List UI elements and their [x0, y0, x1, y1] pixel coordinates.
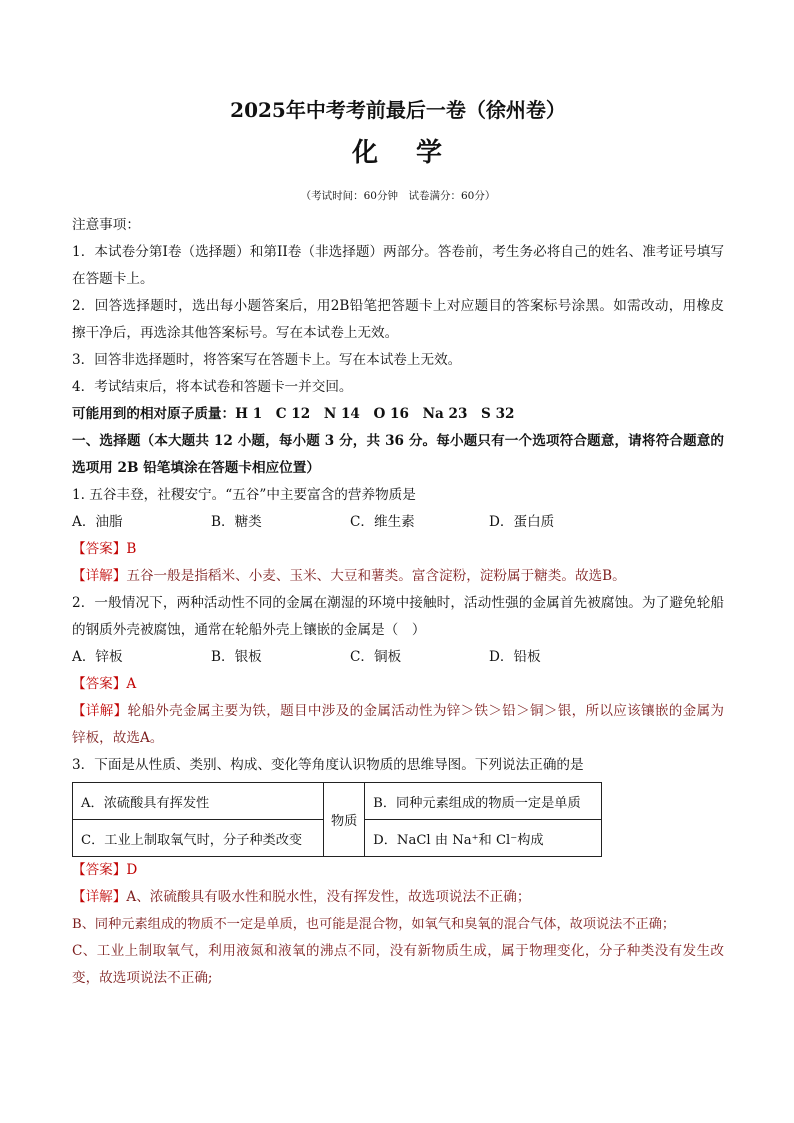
q2-detail	[72, 698, 724, 752]
subject-char-1: 化	[351, 138, 380, 168]
q1-option-a: A．油脂	[72, 514, 123, 530]
q3-cell-b: B．同种元素组成的物质一定是单质	[365, 783, 602, 820]
notes-heading: 注意事项：	[72, 217, 140, 233]
q1-option-b: B．糖类	[211, 514, 262, 530]
subject-title	[72, 136, 724, 176]
exam-title: 2025年中考考前最后一卷（徐州卷）	[230, 98, 566, 122]
q3-detail-a-text: A、浓硫酸具有吸水性和脱水性，没有挥发性，故选项说法不正确；	[126, 889, 531, 905]
q3-cell-a: A．浓硫酸具有挥发性	[73, 783, 324, 820]
q1-stem: 1. 五谷丰登，社稷安宁。“五谷”中主要富含的营养物质是	[72, 487, 416, 503]
q3-detail-c: C、工业上制取氧气，利用液氮和液氧的沸点不同，没有新物质生成，属于物理变化，分子种类没有发生改变，故选项说法不正确;	[72, 943, 724, 986]
q3-mindmap-table	[72, 782, 602, 857]
q1-detail-tag: 【详解】	[72, 568, 127, 584]
q2-stem: 2．一般情况下，两种活动性不同的金属在潮湿的环境中接触时，活动性强的金属首先被腐蚀。为了避免轮船的钢质外壳被腐蚀，通常在轮船外壳上镶嵌的金属是（ ）	[72, 595, 724, 638]
q3-detail-a	[72, 884, 724, 911]
q1-detail-text: 五谷一般是指稻米、小麦、玉米、大豆和薯类。富含淀粉，淀粉属于糖类。故选B。	[126, 568, 626, 584]
q2-option-c: C．铜板	[350, 649, 402, 665]
note-item-4: 4．考试结束后，将本试卷和答题卡一并交回。	[72, 379, 353, 395]
q2-option-d: D．铅板	[489, 649, 541, 665]
q1-option-c: C．维生素	[350, 514, 415, 530]
q1-answer: 【答案】B	[72, 541, 137, 557]
q2-detail-text: 轮船外壳金属主要为铁，题目中涉及的金属活动性为锌＞铁＞铅＞铜＞银，所以应该镶嵌的金属为锌板，故选A。	[72, 703, 724, 746]
q2-option-b: B．银板	[211, 649, 262, 665]
q3-stem: 3．下面是从性质、类别、构成、变化等角度认识物质的思维导图。下列说法正确的是	[72, 757, 584, 773]
exam-info: （考试时间：60分钟 试卷满分：60分）	[300, 190, 496, 202]
q1-options	[72, 509, 724, 536]
q2-answer: 【答案】A	[72, 676, 137, 692]
q2-detail-tag: 【详解】	[72, 703, 128, 719]
q2-option-a: A．锌板	[72, 649, 123, 665]
q3-cell-center: 物质	[324, 783, 365, 857]
q1-detail	[72, 563, 724, 590]
atomic-masses: 可能用到的相对原子质量：H 1 C 12 N 14 O 16 Na 23 S 32	[72, 406, 515, 422]
exam-page	[72, 96, 724, 992]
q1-option-d: D．蛋白质	[489, 514, 555, 530]
q3-answer: 【答案】D	[72, 862, 138, 878]
subject-char-2: 学	[415, 138, 444, 168]
q3-cell-d: D．NaCl 由 Na⁺和 Cl⁻构成	[365, 820, 602, 857]
q2-options	[72, 644, 724, 671]
q3-cell-c: C．工业上制取氧气时，分子种类改变	[73, 820, 324, 857]
q3-detail-b: B、同种元素组成的物质不一定是单质，也可能是混合物，如氧气和臭氧的混合气体，故项说法不正确；	[72, 917, 676, 932]
note-item-1: 1．本试卷分第I卷（选择题）和第II卷（非选择题）两部分。答卷前，考生务必将自己的姓名、准考证号填写在答题卡上。	[72, 244, 724, 287]
note-item-3: 3．回答非选择题时，将答案写在答题卡上。写在本试卷上无效。	[72, 352, 462, 368]
q3-detail-tag: 【详解】	[72, 889, 127, 905]
section1-heading: 一、选择题（本大题共 12 小题，每小题 3 分，共 36 分。每小题只有一个选项符合题意，请将符合题意的选项用 2B 铅笔填涂在答题卡相应位置）	[72, 433, 724, 476]
note-item-2: 2．回答选择题时，选出每小题答案后，用2B铅笔把答题卡上对应题目的答案标号涂黑。如需改动，用橡皮擦干净后，再选涂其他答案标号。写在本试卷上无效。	[72, 298, 724, 341]
